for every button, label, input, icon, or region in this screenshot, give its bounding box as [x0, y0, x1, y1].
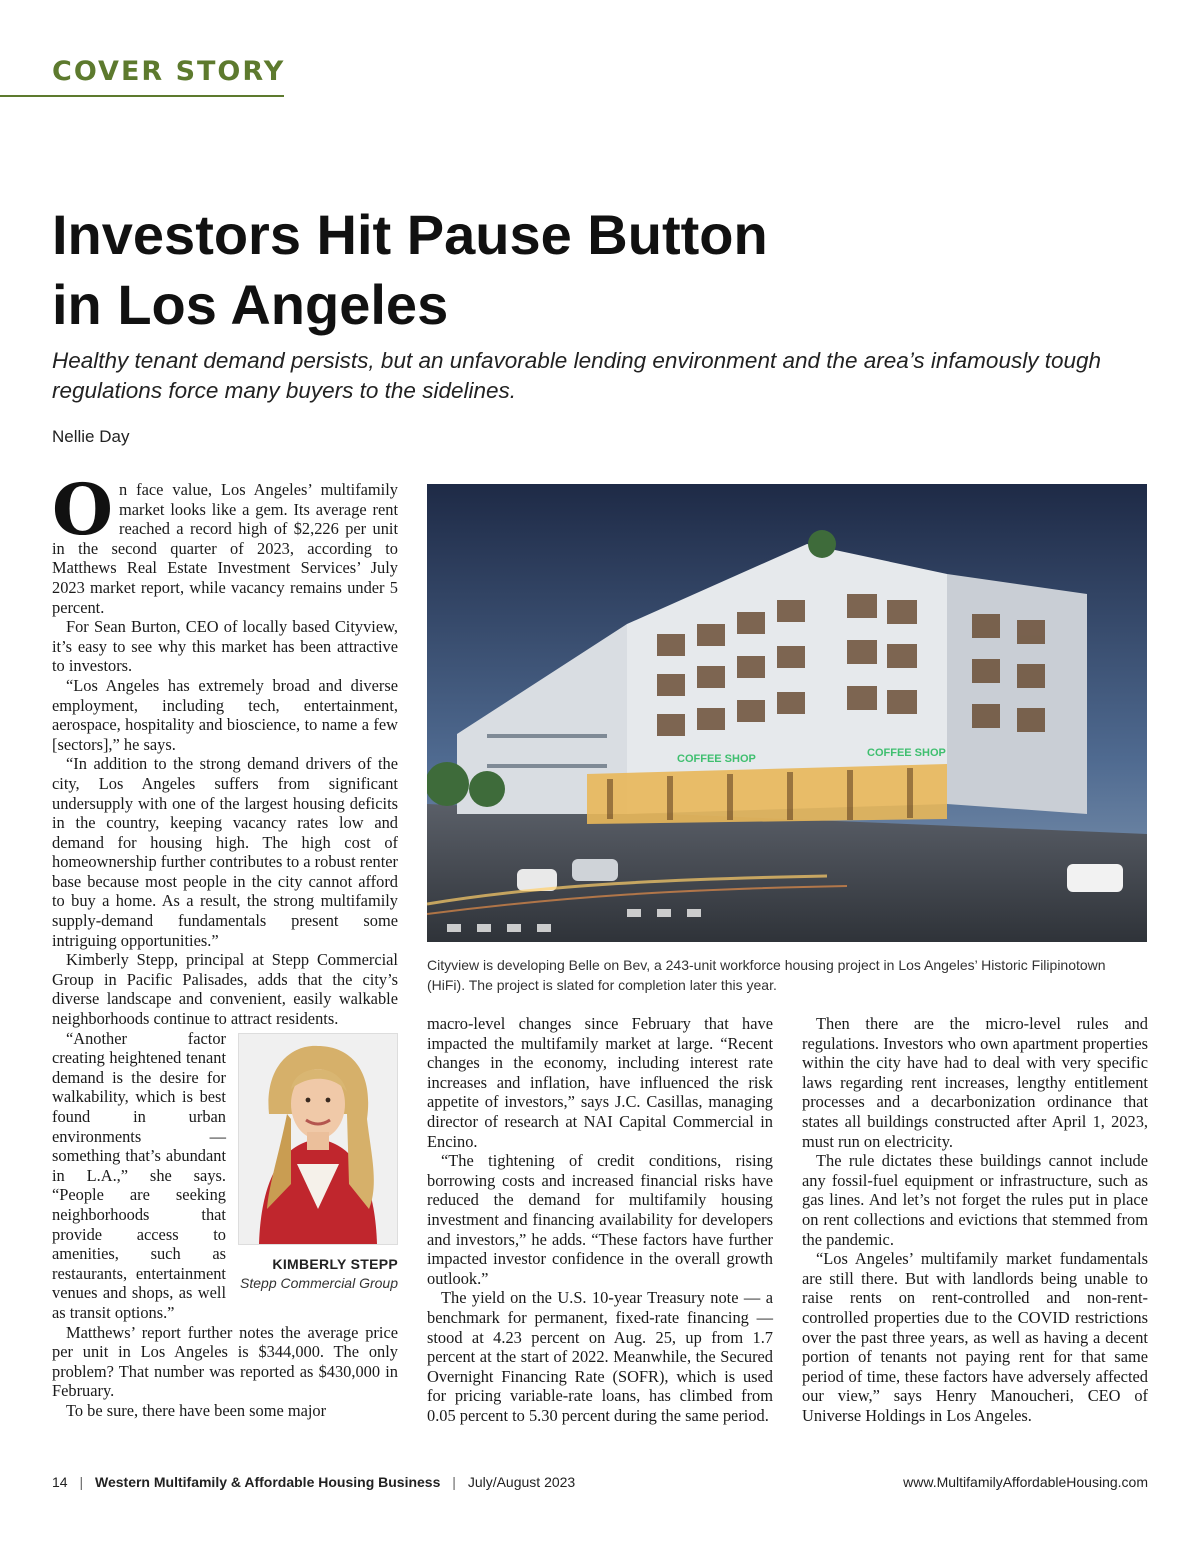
body-column-2 [427, 1014, 773, 1425]
byline: Nellie Day [52, 427, 130, 446]
body-paragraph: The rule dictates these buildings cannot include any fossil-fuel equipment or infrastructure, such as gas lines. And let’s not forget the rules put in place on rent collections and evictions that stemmed from the pandemic. [802, 1151, 1148, 1249]
portrait-illustration [239, 1034, 397, 1244]
body-column-1 [52, 468, 398, 1421]
body-column-3 [802, 1014, 1148, 1425]
coffee-shop-sign-left: COFFEE SHOP [677, 753, 756, 765]
headline [52, 200, 1052, 340]
building-rendering-photo [427, 484, 1147, 942]
photo-caption: Cityview is developing Belle on Bev, a 243-unit workforce housing project in Los Angeles’ Historic Filipinotown (HiFi). The project is slated for completion later this year. [427, 957, 1106, 993]
portrait-organization: Stepp Commercial Group [240, 1275, 398, 1292]
body-paragraph: Then there are the micro-level rules and regulations. Investors who own apartment properties within the city have had to deal with very specific laws regarding rent increases, lengthy entitlement processes and a decarbonization ordinance that states all buildings constructed after April 1, 2023, must run on electricity. [802, 1014, 1148, 1151]
paragraph-text: n face value, Los Angeles’ multifamily market looks like a gem. Its average rent reached a record high of $2,226 per unit in the second quarter of 2023, according to Matthews Real Estate Investment Services’ July 2023 market report, while vacancy remains under 5 percent. [52, 480, 398, 617]
section-label: COVER STORY [52, 56, 286, 87]
body-paragraph: Kimberly Stepp, principal at Stepp Commercial Group in Pacific Palisades, adds that the city’s diverse landscape and convenient, easily walkable neighborhoods continue to attract residents. [52, 950, 398, 1029]
body-paragraph: The yield on the U.S. 10-year Treasury note — a benchmark for permanent, fixed-rate financing — stood at 4.23 percent on Aug. 25, up from 1.7 percent at the start of 2022. Meanwhile, the Secured Overnight Financing Rate (SOFR), which is used for pricing variable-rate loans, has climbed from 0.05 percent to 5.30 percent during the same period. [427, 1288, 773, 1425]
publication-name: Western Multifamily & Affordable Housing Business [95, 1474, 441, 1490]
page-footer [52, 1474, 1148, 1490]
body-paragraph: Matthews’ report further notes the average price per unit in Los Angeles is $344,000. The only problem? That number was reported as $430,000 in February. [52, 1322, 398, 1401]
footer-divider: | [452, 1474, 456, 1490]
page-number: 14 [52, 1474, 68, 1490]
body-paragraph: “Los Angeles has extremely broad and diverse employment, including tech, entertainment, aerospace, hospitality and bioscience, to name a few [sectors],” he says. [52, 675, 398, 754]
body-paragraph: For Sean Burton, CEO of locally based Cityview, it’s easy to see why this market has been attractive to investors. [52, 617, 398, 676]
portrait-name: KIMBERLY STEPP [272, 1255, 398, 1272]
body-paragraph: “In addition to the strong demand drivers of the city, Los Angeles suffers from significant undersupply with one of the largest housing deficits in the country, keeping vacancy rates low and demand for housing high. The high cost of homeownership further contributes to a robust renter base because most people in the city cannot afford to buy a home. As a result, the strong multifamily supply-demand fundamentals present some intriguing opportunities.” [52, 754, 398, 950]
website-link[interactable]: www.MultifamilyAffordableHousing.com [903, 1474, 1148, 1490]
body-paragraph [52, 468, 398, 617]
dropcap: O [52, 468, 113, 551]
portrait-figure [238, 1033, 398, 1294]
portrait-photo [238, 1033, 398, 1245]
headline-line-2: in Los Angeles [52, 273, 449, 336]
body-paragraph: macro-level changes since February that have impacted the multifamily market at large. “Recent changes in the economy, including interest rate increases and inflation, have influenced the risk appetite of investors,” says J.C. Casillas, managing director of research at NAI Capital Commercial in Encino. [427, 1014, 773, 1151]
issue-date: July/August 2023 [467, 1474, 576, 1490]
section-rule [0, 95, 284, 97]
building-illustration [427, 484, 1147, 942]
subhead: Healthy tenant demand persists, but an unfavorable lending environment and the area’s infamously tough regulations force many buyers to the sidelines. [52, 348, 1102, 403]
body-paragraph: “Los Angeles’ multifamily market fundamentals are still there. But with landlords being unable to raise rents on rent-controlled and non-rent-controlled properties due to the COVID restrictions over the past three years, as well as having a decent portion of tenants not paying rent for that same period of time, these factors have adversely affected our view,” says Henry Manoucheri, CEO of Universe Holdings in Los Angeles. [802, 1249, 1148, 1425]
headline-line-1: Investors Hit Pause Button [52, 203, 768, 266]
body-paragraph: To be sure, there have been some major [66, 1400, 327, 1420]
body-paragraph: “The tightening of credit conditions, rising borrowing costs and increased financial risks have reduced the demand for multifamily housing investment and financing availability for developers and investors,” he adds. “These factors have further impacted investor confidence in the overall growth outlook.” [427, 1151, 773, 1288]
footer-divider: | [79, 1474, 84, 1490]
body-paragraph: “Another factor creating heightened tenant demand is the desire for walkability, which is best found in urban environments — something that’s abundant in L.A.,” she says. “People are seeking neighborhoods that provide access to amenities, such as restaurants, entertainment venues and shops, as well as transit options.” [52, 1028, 226, 1322]
coffee-shop-sign-right: COFFEE SHOP [867, 747, 946, 759]
